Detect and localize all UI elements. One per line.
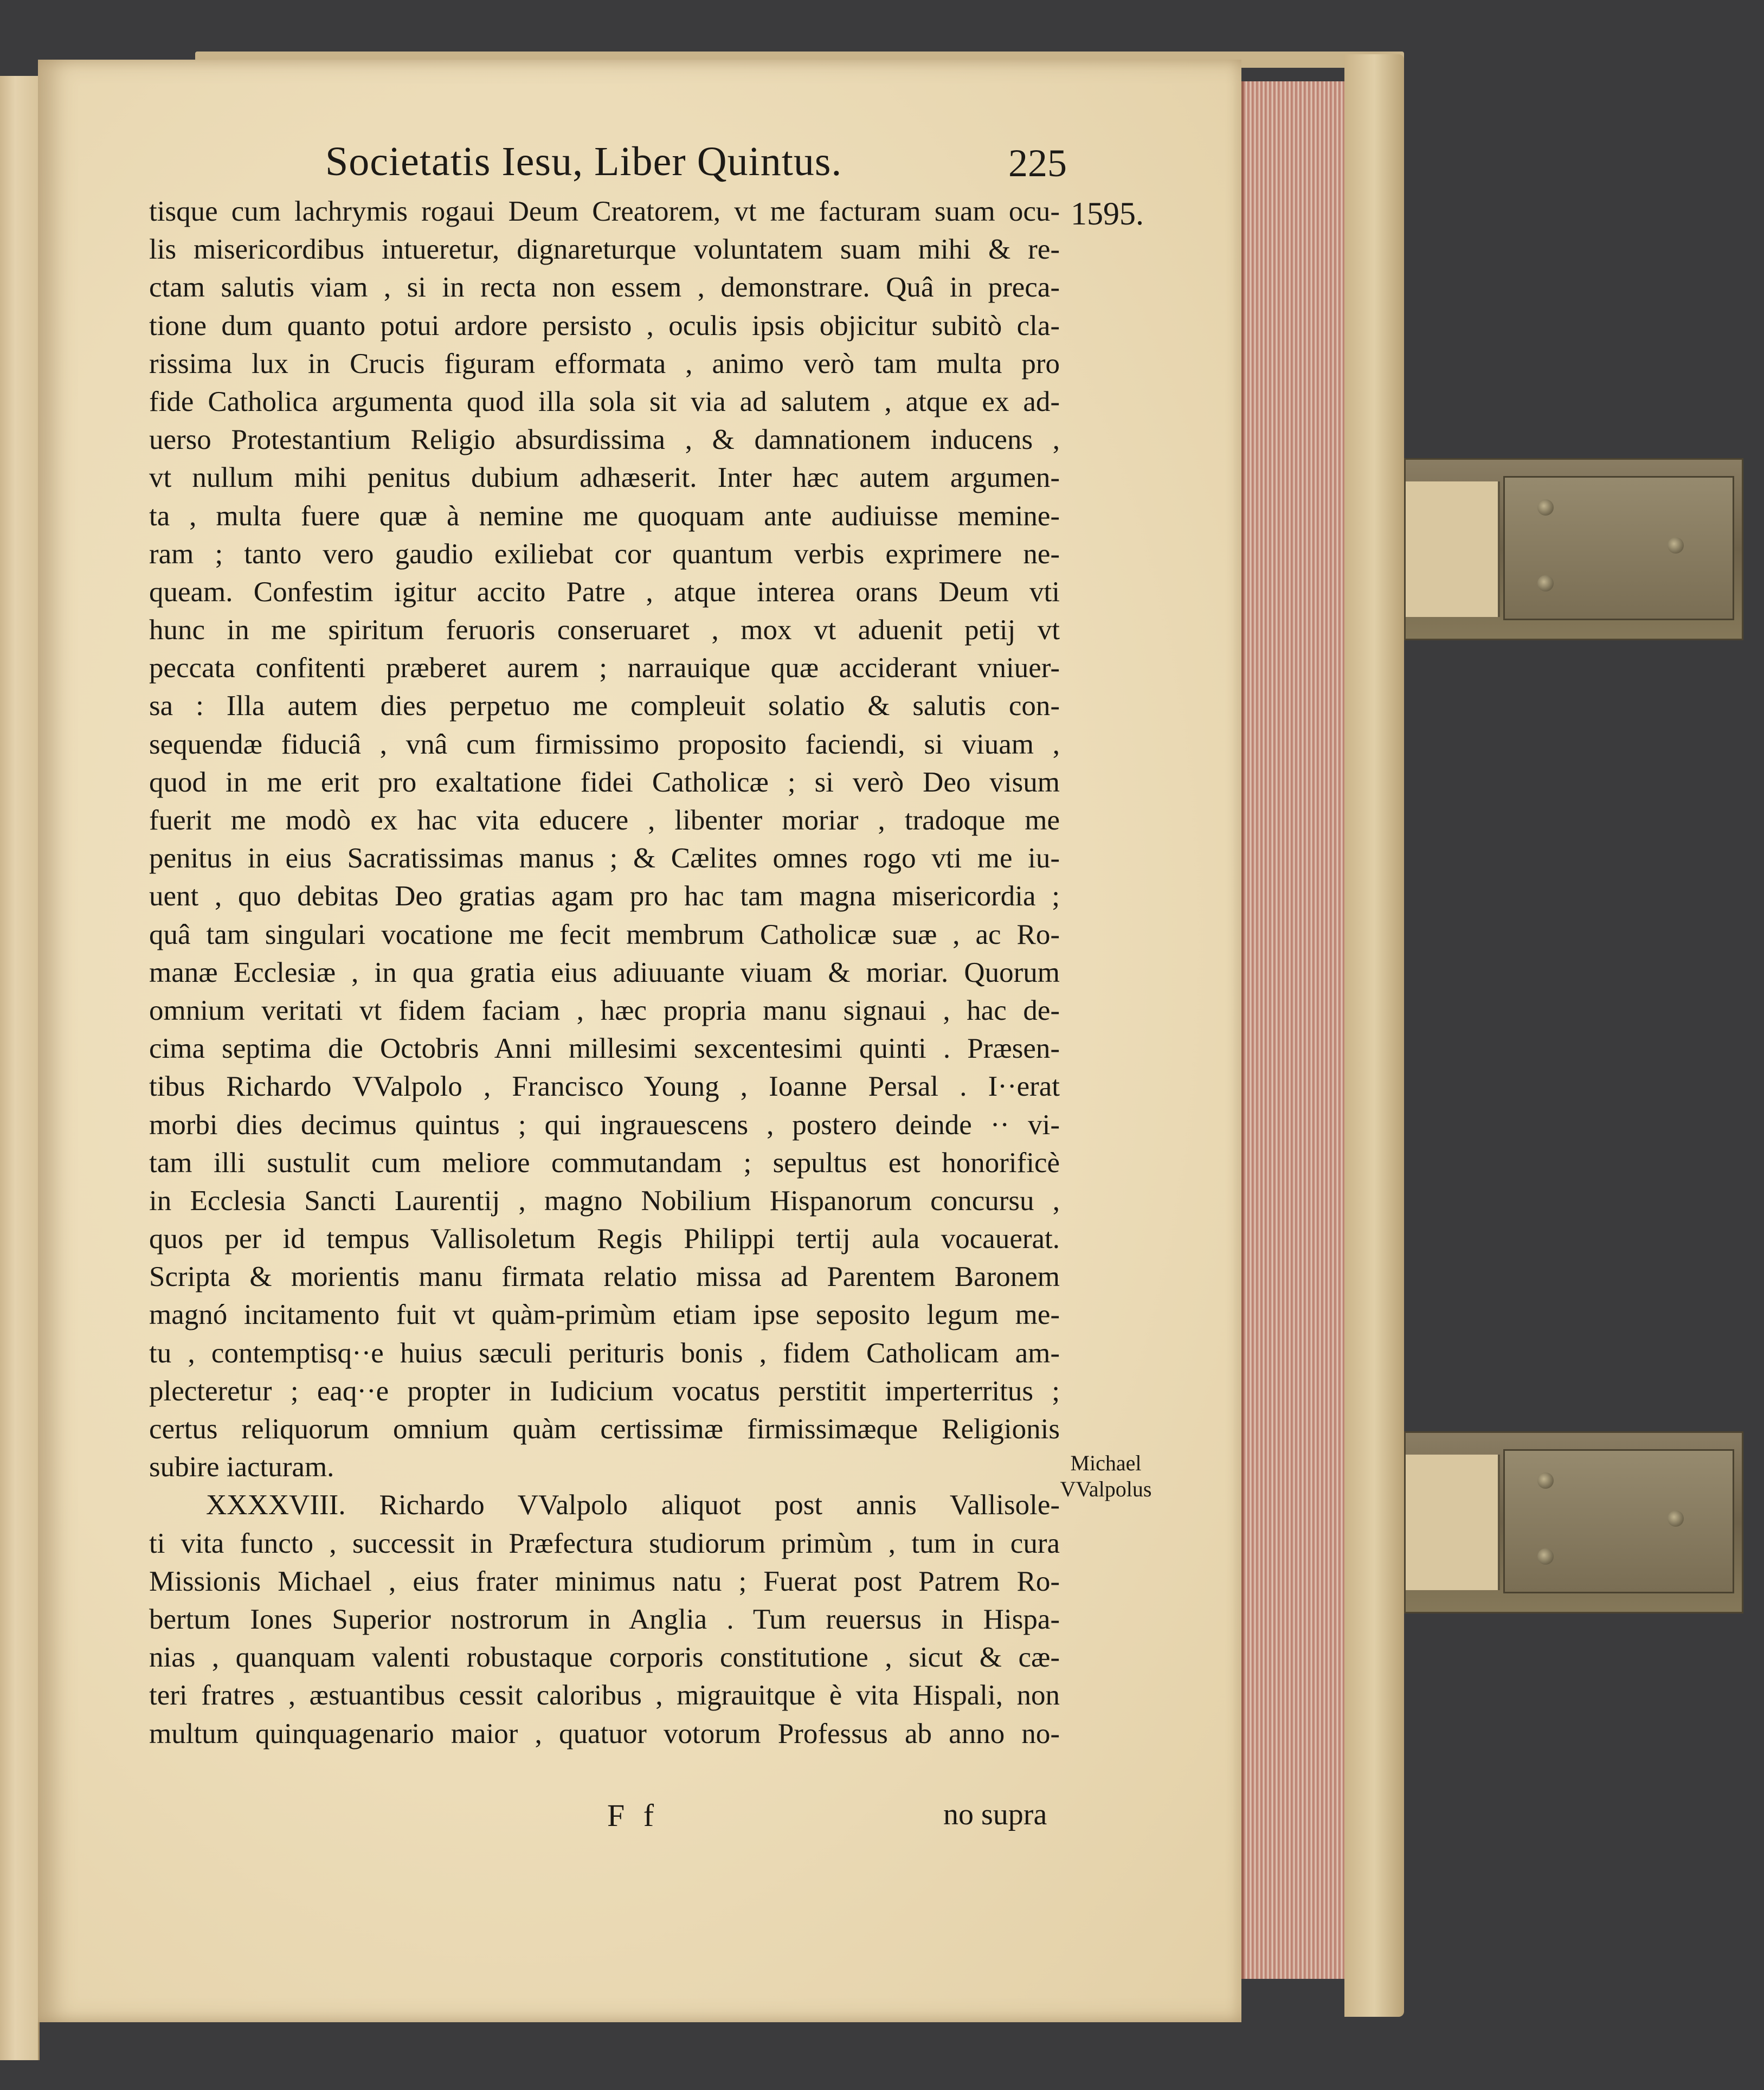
clasp-metal-plate [1503, 476, 1734, 620]
text-line: omnium veritati vt fidem faciam , hæc propria manu signaui , hac de- [149, 994, 1060, 1026]
text-line: nias , quanquam valenti robustaque corporis constitutione , sicut & cæ- [149, 1642, 1060, 1674]
rivet-icon [1537, 499, 1554, 516]
text-line: bertum Iones Superior nostrorum in Anglia . Tum reuersus in Hispa- [149, 1603, 1060, 1635]
body-text [149, 192, 1060, 1753]
text-line: rissima lux in Crucis figuram efformata , animo verò tam multa pro [149, 348, 1060, 380]
cover-board [1344, 54, 1404, 2017]
text-line: teri fratres , æstuantibus cessit caloribus , migrauitque è vita Hispali, non [149, 1680, 1060, 1712]
text-line: tione dum quanto potui ardore persisto , oculis ipsis objicitur subitò cla- [149, 310, 1060, 342]
text-line: uent , quo debitas Deo gratias agam pro hac tam magna misericordia ; [149, 880, 1060, 912]
running-head: Societatis Iesu, Liber Quintus. [325, 139, 842, 184]
text-line: quod in me erit pro exaltatione fidei Catholicæ ; si verò Deo visum [149, 766, 1060, 798]
page-fore-edge [1241, 81, 1347, 1979]
text-line: subire iacturam. [149, 1451, 334, 1483]
margin-note-line: Michael [1070, 1451, 1142, 1475]
rivet-icon [1537, 1548, 1554, 1565]
signature-mark: F f [607, 1798, 660, 1833]
rivet-icon [1668, 537, 1684, 554]
text-line: ta , multa fuere quæ à nemine me quoquam ante audiuisse memine- [149, 500, 1060, 532]
margin-note-line: VValpolus [1060, 1477, 1152, 1501]
text-line: fide Catholica argumenta quod illa sola sit via ad salutem , atque ex ad- [149, 385, 1060, 417]
text-line: tu , contemptisq··e huius sæculi perituris bonis , fidem Catholicam am- [149, 1337, 1060, 1369]
text-line: ti vita functo , successit in Præfectura studiorum primùm , tum in cura [149, 1527, 1060, 1559]
rivet-icon [1537, 575, 1554, 591]
text-line: quâ tam singulari vocatione me fecit membrum Catholicæ suæ , ac Ro- [149, 918, 1060, 950]
text-line: tibus Richardo VValpolo , Francisco Young , Ioanne Persal . I··erat [149, 1071, 1060, 1103]
text-line: morbi dies decimus quintus ; qui ingrauescens , postero deinde ·· vi- [149, 1109, 1060, 1141]
text-line: plecteretur ; eaq··e propter in Iudicium vocatus perstitit imperterritus ; [149, 1375, 1060, 1407]
text-line: vt nullum mihi penitus dubium adhæserit. Inter hæc autem argumen- [149, 462, 1060, 494]
text-line: hunc in me spiritum feruoris conseruaret , mox vt aduenit petij vt [149, 614, 1060, 646]
page-number: 225 [1008, 142, 1067, 185]
text-line: certus reliquorum omnium quàm certissimæ firmissimæque Religionis [149, 1413, 1060, 1445]
margin-note [1049, 1450, 1163, 1502]
text-line: queam. Confestim igitur accito Patre , atque interea orans Deum vti [149, 576, 1060, 608]
text-line: in Ecclesia Sancti Laurentij , magno Nobilium Hispanorum concursu , [149, 1185, 1060, 1217]
text-line: manæ Ecclesiæ , in qua gratia eius adiuuante viuam & moriar. Quorum [149, 956, 1060, 988]
text-line: penitus in eius Sacratissimas manus ; & Cælites omnes rogo vti me iu- [149, 843, 1060, 874]
text-line: Scripta & morientis manu firmata relatio missa ad Parentem Baronem [149, 1261, 1060, 1293]
text-line: tam illi sustulit cum meliore commutandam ; sepultus est honorificè [149, 1147, 1060, 1179]
text-line: lis misericordibus intueretur, dignareturque voluntatem suam mihi & re- [149, 234, 1060, 266]
clasp-upper [1404, 458, 1743, 640]
text-line: multum quinquagenario maior , quatuor votorum Professus ab anno no- [149, 1718, 1060, 1750]
text-line: fuerit me modò ex hac vita educere , libenter moriar , tradoque me [149, 805, 1060, 836]
text-line: uerso Protestantium Religio absurdissima , & damnationem inducens , [149, 424, 1060, 456]
text-line: sa : Illa autem dies perpetuo me compleuit solatio & salutis con- [149, 690, 1060, 722]
clasp-leather-tab [1406, 1455, 1500, 1590]
text-line: sequendæ fiduciâ , vnâ cum firmissimo proposito faciendi, si viuam , [149, 728, 1060, 760]
previous-page-edge [0, 76, 40, 2060]
clasp-lower [1404, 1431, 1743, 1613]
text-line: tisque cum lachrymis rogaui Deum Creatorem, vt me facturam suam ocu- [149, 196, 1060, 227]
rivet-icon [1668, 1510, 1684, 1527]
text-line: peccata confitenti præberet aurem ; narrauique quæ acciderant vniuer- [149, 652, 1060, 684]
catchword: no supra [943, 1798, 1047, 1831]
text-line: XXXXVIII. Richardo VValpolo aliquot post annis Vallisole- [206, 1489, 1060, 1521]
text-line: Missionis Michael , eius frater minimus natu ; Fuerat post Patrem Ro- [149, 1565, 1060, 1597]
margin-year: 1595. [1071, 196, 1144, 231]
rivet-icon [1537, 1472, 1554, 1489]
text-line: magnó incitamento fuit vt quàm-primùm etiam ipse seposito legum me- [149, 1299, 1060, 1331]
text-line: ctam salutis viam , si in recta non essem , demonstrare. Quâ in preca- [149, 272, 1060, 304]
clasp-leather-tab [1406, 481, 1500, 617]
text-line: ram ; tanto vero gaudio exiliebat cor quantum verbis exprimere ne- [149, 538, 1060, 570]
clasp-metal-plate [1503, 1449, 1734, 1593]
text-line: quos per id tempus Vallisoletum Regis Philippi tertij aula vocauerat. [149, 1223, 1060, 1255]
text-line: cima septima die Octobris Anni millesimi sexcentesimi quinti . Præsen- [149, 1033, 1060, 1065]
